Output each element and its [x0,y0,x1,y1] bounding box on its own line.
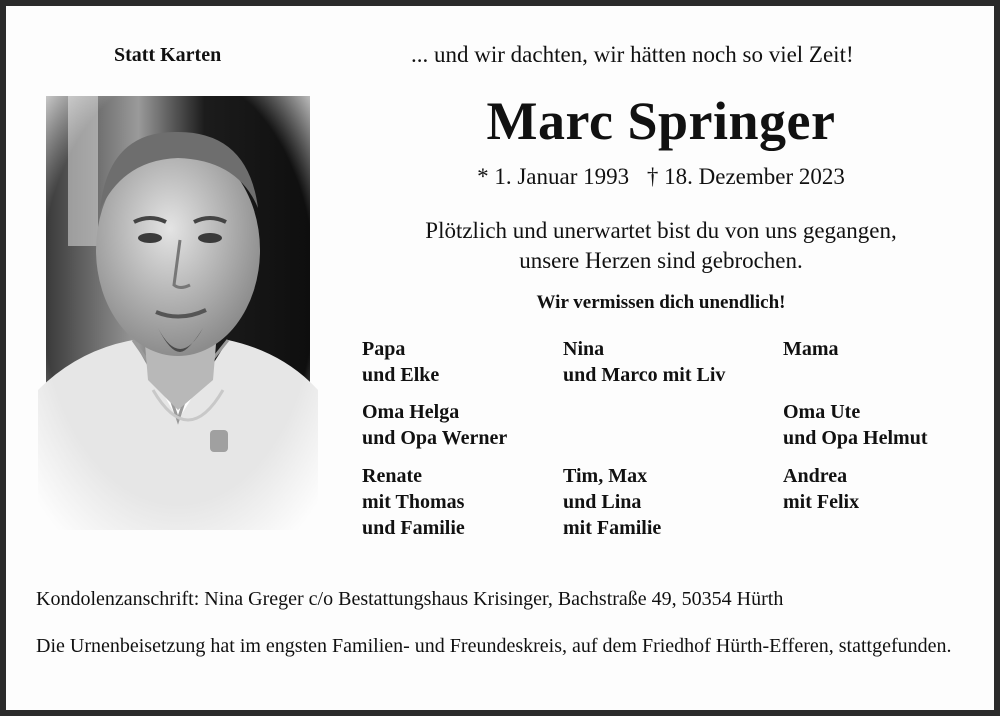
burial-notice: Die Urnenbeisetzung hat im engsten Familien- und Freundeskreis, auf dem Friedhof Hürth-Efferen, stattgefunden. [36,635,952,657]
mourner-line: mit Familie [563,517,662,539]
mourner-line: mit Felix [783,491,860,513]
mourner-line: und Elke [362,364,440,386]
mourner-line: und Opa Werner [362,427,508,449]
life-dates [346,164,976,190]
poem [346,216,976,276]
deceased-name: Marc Springer [486,91,836,151]
motto-line: ... und wir dachten, wir hätten noch so viel Zeit! [411,42,854,67]
mourner-line: und Familie [362,517,465,539]
mourner-line: mit Thomas [362,491,465,513]
mourner-oma-ute [783,399,927,451]
mourner-line: Renate [362,465,422,487]
mourner-mama [783,336,839,362]
poem-line: unsere Herzen sind gebrochen. [519,248,803,273]
condolence-address: Kondolenzanschrift: Nina Greger c/o Bestattungshaus Krisinger, Bachstraße 49, 50354 Hürth [36,588,784,610]
portrait-photo [38,90,318,530]
mourner-andrea [783,463,859,515]
miss-line: Wir vermissen dich unendlich! [536,292,786,313]
mourner-line: Mama [783,338,839,360]
mourner-nina [563,336,725,388]
mourner-line: Oma Ute [783,401,861,423]
mourner-line: Andrea [783,465,848,487]
mourner-line: und Opa Helmut [783,427,928,449]
mourner-line: Tim, Max [563,465,648,487]
obituary-card [6,6,994,710]
mourner-line: und Marco mit Liv [563,364,726,386]
mourner-line: Oma Helga [362,401,460,423]
mourner-line: Papa [362,338,406,360]
poem-line: Plötzlich und unerwartet bist du von uns gegangen, [425,218,897,243]
mourner-line: und Lina [563,491,642,513]
mourner-renate [362,463,465,541]
mourner-line: Nina [563,338,605,360]
mourner-oma-helga [362,399,507,451]
mourner-papa [362,336,439,388]
statt-karten-label: Statt Karten [114,44,222,66]
birth-date: * 1. Januar 1993 [477,164,630,189]
death-date: † 18. Dezember 2023 [646,164,845,189]
mourner-tim-max [563,463,661,541]
